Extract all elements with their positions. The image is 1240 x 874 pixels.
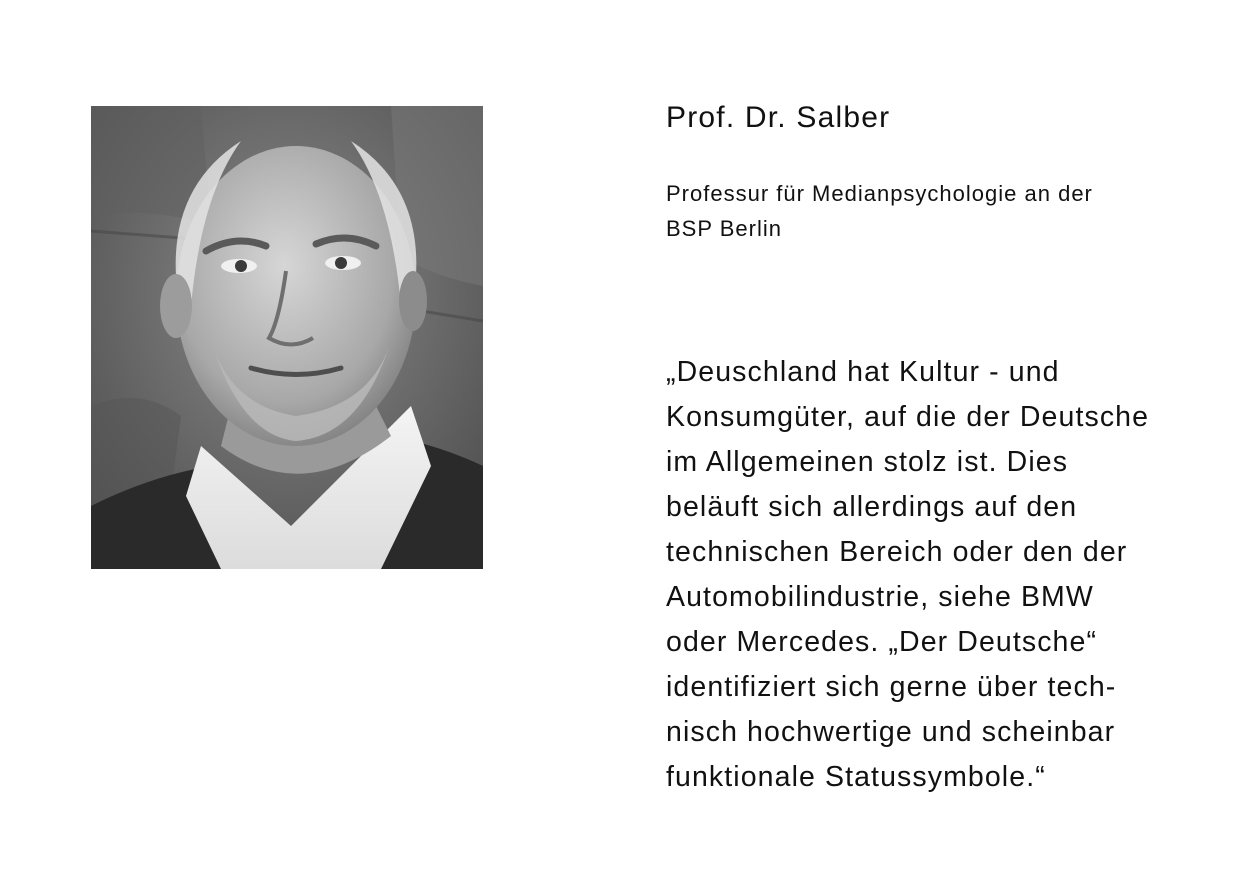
person-name: Prof. Dr. Salber bbox=[666, 101, 891, 134]
quote-line: oder Mercedes. „Der Deutsche“ bbox=[666, 626, 1098, 658]
person-affiliation bbox=[666, 176, 1166, 246]
quote-line: Automobilindustrie, siehe BMW bbox=[666, 581, 1094, 613]
person-info bbox=[666, 96, 1226, 246]
affiliation-line: BSP Berlin bbox=[666, 216, 782, 241]
portrait-photo bbox=[91, 106, 483, 569]
quote-line: im Allgemeinen stolz ist. Dies bbox=[666, 446, 1069, 478]
quote-line: funktionale Statussymbole.“ bbox=[666, 761, 1046, 793]
quote-line: Konsumgüter, auf die der Deutsche bbox=[666, 401, 1150, 433]
quote-text bbox=[666, 350, 1226, 800]
quote-line: beläuft sich allerdings auf den bbox=[666, 491, 1078, 523]
affiliation-line: Professur für Medianpsychologie an der bbox=[666, 181, 1093, 206]
portrait-illustration bbox=[91, 106, 483, 569]
quote-line: identifiziert sich gerne über tech- bbox=[666, 671, 1117, 703]
quote-line: „Deuschland hat Kultur - und bbox=[666, 356, 1060, 388]
quote-line: technischen Bereich oder den der bbox=[666, 536, 1128, 568]
quote-line: nisch hochwertige und scheinbar bbox=[666, 716, 1116, 748]
